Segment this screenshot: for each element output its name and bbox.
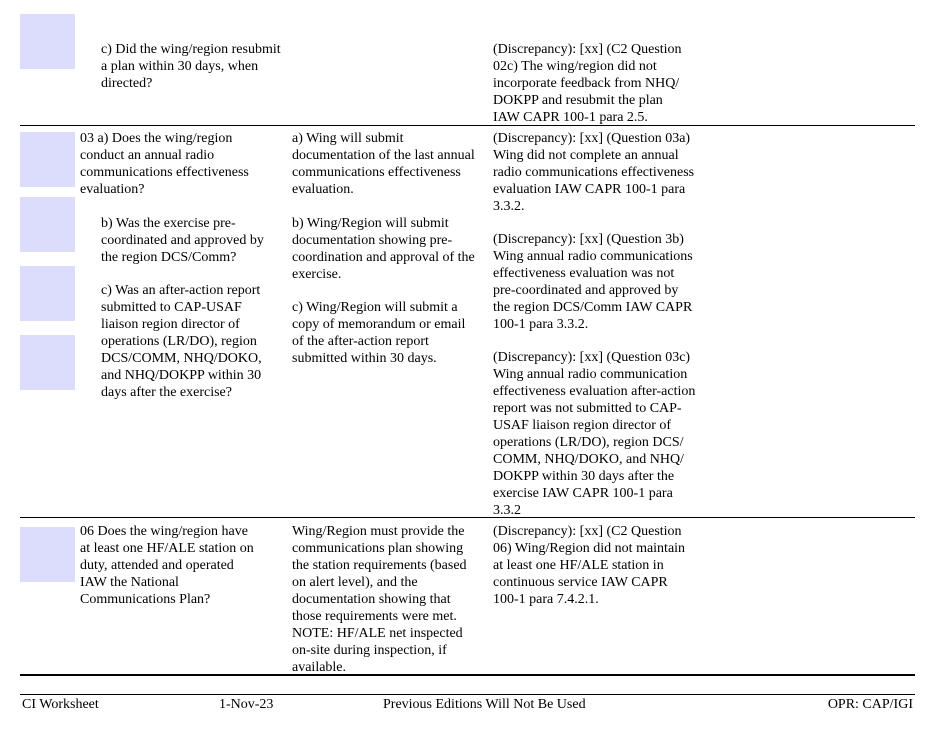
question-02c: c) Did the wing/region resubmit a plan within 30 days, when directed? bbox=[101, 42, 281, 91]
checkbox-06[interactable] bbox=[20, 527, 75, 582]
footer-notice: Previous Editions Will Not Be Used bbox=[383, 697, 586, 712]
question-03a: 03 a) Does the wing/region conduct an annual radio communications effectiveness evaluation? bbox=[80, 131, 249, 197]
checkbox-03b[interactable] bbox=[20, 197, 75, 252]
discrepancy-03b: (Discrepancy): [xx] (Question 3b) Wing annual radio communications effectiveness evaluation was not pre-coordinated and approved by the region DCS/Comm IAW CAPR 100-1 para 3.3.2. bbox=[493, 232, 693, 332]
discrepancy-03a: (Discrepancy): [xx] (Question 03a) Wing did not complete an annual radio communications effectiveness evaluation IAW CAPR 100-1 para 3.3.2. bbox=[493, 131, 695, 214]
discrepancy-02c: (Discrepancy): [xx] (C2 Question 02c) The wing/region did not incorporate feedback from NHQ/ DOKPP and resubmit the plan IAW CAPR 100-1 para 2.5. bbox=[493, 42, 682, 125]
footer-rule bbox=[20, 694, 915, 695]
row-divider bbox=[20, 517, 915, 518]
checkbox-03d[interactable] bbox=[20, 335, 75, 390]
guidance-03a: a) Wing will submit documentation of the last annual communications effectiveness evaluation. bbox=[292, 131, 475, 197]
table-bottom-border bbox=[20, 674, 915, 676]
guidance-03c: c) Wing/Region will submit a copy of memorandum or email of the after-action report submitted within 30 days. bbox=[292, 300, 466, 366]
checkbox-03c[interactable] bbox=[20, 266, 75, 321]
checkbox-02c[interactable] bbox=[20, 14, 75, 69]
footer-opr: OPR: CAP/IGI bbox=[827, 697, 913, 712]
question-03c: c) Was an after-action report submitted to CAP-USAF liaison region director of operations (LR/DO), region DCS/COMM, NHQ/DOKO, and NHQ/DOKPP within 30 days after the exercise? bbox=[101, 283, 262, 400]
footer-doc-name: CI Worksheet bbox=[22, 697, 99, 712]
guidance-03b: b) Wing/Region will submit documentation showing pre- coordination and approval of the exercise. bbox=[292, 216, 475, 282]
question-03b: b) Was the exercise pre- coordinated and approved by the region DCS/Comm? bbox=[101, 216, 264, 265]
footer-date: 1-Nov-23 bbox=[219, 697, 274, 712]
discrepancy-06: (Discrepancy): [xx] (C2 Question 06) Wing/Region did not maintain at least one HF/ALE station in continuous service IAW CAPR 100-1 para 7.4.2.1. bbox=[493, 524, 686, 607]
row-divider bbox=[20, 125, 915, 126]
question-06: 06 Does the wing/region have at least one HF/ALE station on duty, attended and operated IAW the National Communications Plan? bbox=[80, 524, 254, 607]
checkbox-03a[interactable] bbox=[20, 132, 75, 187]
discrepancy-03c: (Discrepancy): [xx] (Question 03c) Wing annual radio communication effectiveness evaluation after-action report was not submitted to CAP- USAF liaison region director of operations (LR/DO), region DCS/ COMM, NHQ/DOKO, and NHQ/ DOKPP within 30 days after the exercise IAW CAPR 100-1 para 3.3.2 bbox=[493, 350, 696, 518]
guidance-06: Wing/Region must provide the communications plan showing the station requirements (based on alert level), and the documentation showing that those requirements were met. NOTE: HF/ALE net inspected on-site during inspection, if available. bbox=[292, 524, 467, 675]
